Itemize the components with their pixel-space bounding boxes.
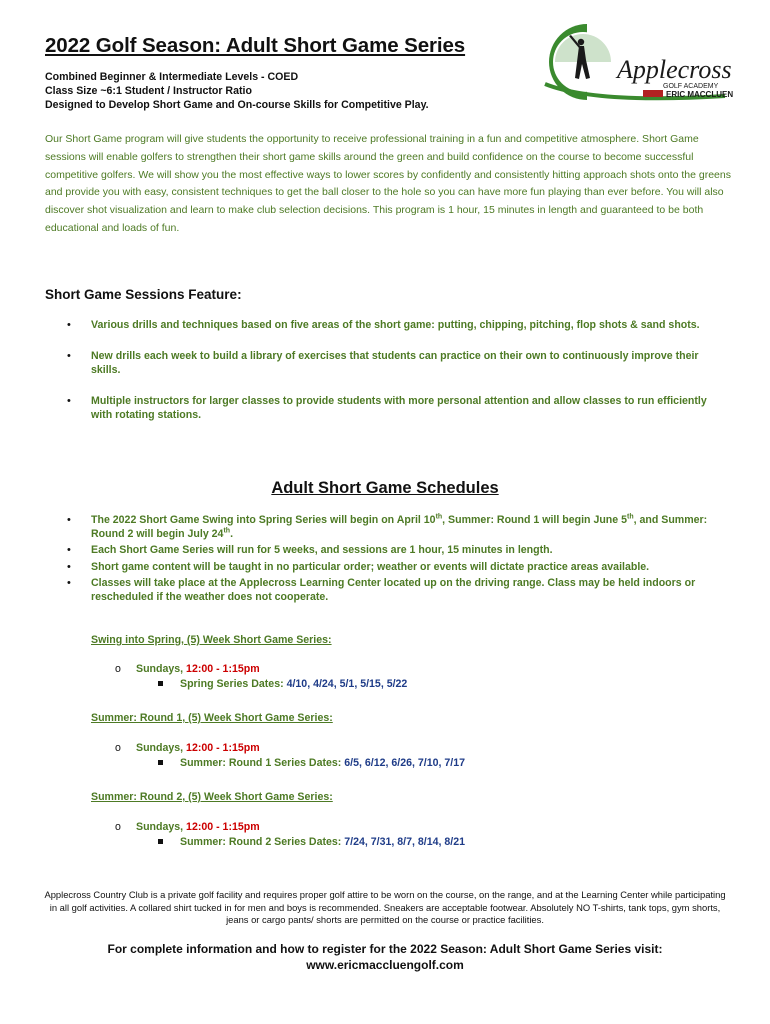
levels-line: Combined Beginner & Intermediate Levels - COED xyxy=(45,71,299,83)
series-heading: Summer: Round 2, (5) Week Short Game Series: xyxy=(91,791,333,803)
schedule-item: • The 2022 Short Game Swing into Spring Series will begin on April 10th, Summer: Round 1 will begin June 5th, and Summer: Round 2 will begin July 24th. xyxy=(67,513,708,541)
bullet-icon: • xyxy=(67,544,71,557)
cta-text: For complete information and how to register for the 2022 Season: Adult Short Game Series visit: xyxy=(107,942,663,956)
series-dates: Summer: Round 2 Series Dates: 7/24, 7/31, 8/7, 8/14, 8/21 xyxy=(158,836,465,848)
schedules-list xyxy=(45,513,735,606)
bullet-icon: • xyxy=(67,394,71,407)
bullet-icon: • xyxy=(67,560,71,573)
bullet-icon: • xyxy=(67,319,71,331)
schedule-item: • Classes will take place at the Applecross Learning Center located up on the driving range. Class may be held indoors or rescheduled if the weather does not cooperate. xyxy=(67,576,696,604)
square-bullet-icon xyxy=(158,681,163,686)
square-bullet-icon xyxy=(158,760,163,765)
series-time: o Sundays, 12:00 - 1:15pm xyxy=(115,663,260,675)
program-intro: Our Short Game program will give students the opportunity to receive professional training in a fun and competitive atmosphere. Short Game sessions will enable golfers to strengthen their short game skills around the green and build confidence on the course to become successful competitive golfers. We will show you the most effective ways to lower scores by confidently and consistently hitting approach shots onto the greens and provide you with easy, consistent techniques to get the ball closer to the hole so you can have more fun playing than ever before. You will also discover shot visualization and learn to make club selection decisions. This program is 1 hour, 15 minutes in length and guaranteed to be both educational and loads of fun. xyxy=(45,133,731,234)
series-time: o Sundays, 12:00 - 1:15pm xyxy=(115,742,260,754)
purpose-line: Designed to Develop Short Game and On-course Skills for Competitive Play. xyxy=(45,99,429,111)
applecross-logo xyxy=(535,22,735,104)
series-heading: Swing into Spring, (5) Week Short Game Series: xyxy=(91,634,332,646)
series-dates: Spring Series Dates: 4/10, 4/24, 5/1, 5/15, 5/22 xyxy=(158,678,407,690)
bullet-icon: • xyxy=(67,349,71,362)
class-size-line: Class Size ~6:1 Student / Instructor Ratio xyxy=(45,85,252,97)
features-list xyxy=(45,318,725,439)
attire-policy: Applecross Country Club is a private golf facility and requires proper golf attire to be worn on the course, on the range, and at the Learning Center while participating in all golf activities. A collared shirt tucked in for men and boys is recommended. Sneakers are acceptable footwear. Absolutely NO T-shirts, tank tops, gym shorts, jeans or cargo pants/ shorts are permitted on the course or practice facilities. xyxy=(44,889,726,926)
feature-item: • Various drills and techniques based on five areas of the short game: putting, chipping, pitching, flop shots & sand shots. xyxy=(67,319,700,331)
series-time: o Sundays, 12:00 - 1:15pm xyxy=(115,821,260,833)
logo-name: Applecross xyxy=(617,55,732,84)
schedule-item: • Each Short Game Series will run for 5 weeks, and sessions are 1 hour, 15 minutes in length. xyxy=(67,544,553,557)
schedule-item: • Short game content will be taught in no particular order; weather or events will dictate practice areas available. xyxy=(67,560,650,573)
features-heading: Short Game Sessions Feature: xyxy=(45,287,242,302)
logo-owner: ERIC MACCLUEN xyxy=(666,90,734,99)
schedules-heading: Adult Short Game Schedules xyxy=(271,479,499,497)
bullet-icon: • xyxy=(67,514,71,526)
circle-bullet-icon: o xyxy=(115,821,121,833)
circle-bullet-icon: o xyxy=(115,663,121,675)
feature-item: • Multiple instructors for larger classes to provide students with more personal attention and allow classes to run efficiently with rotating stations. xyxy=(67,394,707,421)
bullet-icon: • xyxy=(67,576,71,589)
series-dates: Summer: Round 1 Series Dates: 6/5, 6/12, 6/26, 7/10, 7/17 xyxy=(158,757,465,769)
feature-item: • New drills each week to build a library of exercises that students can practice on their own to continuously improve their skills. xyxy=(67,349,699,376)
circle-bullet-icon: o xyxy=(115,742,121,754)
logo-tagline: GOLF ACADEMY xyxy=(663,83,719,90)
square-bullet-icon xyxy=(158,839,163,844)
page-title: 2022 Golf Season: Adult Short Game Series xyxy=(45,34,466,57)
website-link[interactable]: www.ericmaccluengolf.com xyxy=(306,958,464,972)
registration-cta xyxy=(40,941,730,973)
series-heading: Summer: Round 1, (5) Week Short Game Series: xyxy=(91,712,333,724)
